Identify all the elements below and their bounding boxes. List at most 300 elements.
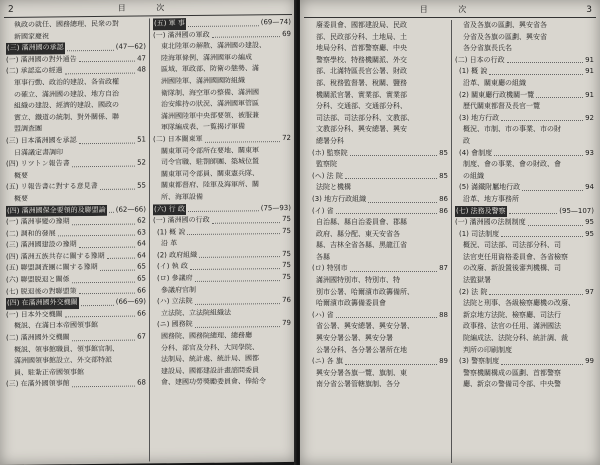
- toc-description-line: [308, 287, 448, 299]
- toc-entry-title: 警察學校、特務機關派、外交: [316, 55, 407, 64]
- toc-entry-title: (七) 脱退後の對聯盟策: [6, 286, 77, 296]
- toc-entry-title: 所、海軍設備: [161, 192, 203, 202]
- toc-description-line: [308, 136, 448, 148]
- toc-page-number: 86: [439, 206, 448, 215]
- toc-page-number: 75: [282, 273, 291, 282]
- toc-entry-title: 治安維持の狀況、滿洲國軍管區: [161, 99, 259, 109]
- toc-leader-dots: [79, 135, 135, 144]
- toc-description-line: [308, 275, 448, 287]
- toc-leader-dots: [72, 378, 135, 387]
- toc-description-line: [308, 240, 448, 252]
- toc-entry-title: 司法部、司法部分科、文教部、: [316, 113, 414, 122]
- toc-leader-dots: [509, 206, 558, 215]
- toc-entry: [455, 217, 594, 229]
- toc-page-number: 47: [137, 54, 146, 63]
- toc-entry-title: 部、北滿特區長官公署、財政: [316, 67, 407, 76]
- toc-entry-title: 概説、在滿日本帝國領事館: [14, 321, 98, 331]
- toc-entry-title: (3) 地方行政: [459, 113, 500, 122]
- toc-leader-dots: [100, 181, 135, 190]
- toc-description-line: [455, 368, 594, 380]
- toc-entry-title: (2) 關東廳行政機關一覽: [459, 90, 535, 99]
- toc-leader-dots: [345, 171, 437, 180]
- toc-entry-title: (ホ) 監察院: [312, 148, 348, 157]
- toc-entry-title: 法制局、統計處、統計局、國都: [161, 354, 259, 364]
- toc-entry-title: 滿洲國領事館設立、外交部特派: [14, 356, 112, 366]
- toc-entry-title: 政府、縣分配、東天安省各: [316, 229, 400, 238]
- toc-page-number: 91: [585, 55, 594, 64]
- toc-entry-title: 區域、軍政部、防衛の態勢、滿: [161, 64, 259, 74]
- toc-entry-title: 警察機關構成の區劃、首都警察: [463, 368, 561, 377]
- toc-entry-title: 國務院、國務院總理、總務廳: [161, 331, 252, 341]
- toc-leader-dots: [72, 332, 135, 341]
- toc-entry-title: (七) 法務及警察: [455, 206, 507, 218]
- toc-leader-dots: [368, 194, 437, 203]
- toc-page-number: 65: [137, 262, 146, 272]
- right-page-header: [308, 4, 592, 16]
- toc-description-line: [308, 252, 448, 264]
- toc-entry-title: (三) 日本滿洲國を承認: [6, 136, 77, 145]
- toc-leader-dots: [188, 17, 259, 26]
- toc-entry-title: (イ) 執 政: [157, 262, 188, 271]
- toc-entry-title: 衛隊制、海空軍の整備、滿洲國: [161, 87, 259, 97]
- toc-entry-title: (五) リ報告書に對する意見書: [6, 182, 98, 192]
- toc-entry-title: 政事務、法官の任用、滿洲國法: [463, 322, 561, 331]
- toc-entry: [455, 182, 594, 194]
- toc-entry-title: 分省及各旗の區劃、興安省: [463, 32, 547, 41]
- toc-entry-title: 法院と刑事、各級檢察廳機の改廢、: [463, 299, 575, 308]
- left-page-body: [6, 17, 292, 463]
- toc-page-number: (69—74): [260, 17, 291, 27]
- toc-entry: [6, 378, 146, 391]
- toc-entry: [308, 263, 448, 275]
- toc-entry-title: (二) 調和的發展: [6, 229, 56, 238]
- toc-column: [455, 20, 594, 463]
- toc-description-line: [308, 298, 448, 310]
- toc-description-line: [455, 78, 594, 90]
- toc-page-number: 62: [137, 216, 146, 225]
- toc-entry-title: 興安分署公署、興安分署: [316, 334, 393, 343]
- toc-entry-title: 沿 革: [161, 239, 178, 248]
- left-page: [0, 0, 296, 465]
- toc-entry-title: 沿革、地方事務所: [463, 194, 519, 203]
- toc-entry-title: 概要: [14, 171, 28, 180]
- toc-page-number: 51: [137, 135, 146, 144]
- toc-description-line: [455, 20, 594, 32]
- toc-entry-title: 自治縣、縣自治委員會、郡縣: [316, 218, 407, 227]
- toc-page-number: 97: [585, 287, 594, 296]
- toc-page-number: 86: [439, 194, 448, 203]
- toc-page-number: 79: [282, 319, 291, 328]
- toc-entry-title: 制度、會の事業、會の財政、會: [463, 160, 561, 169]
- toc-leader-dots: [65, 65, 135, 74]
- toc-entry-title: (ロ) 參議府: [157, 274, 193, 283]
- right-page: [300, 0, 600, 465]
- toc-entry-title: 法院と機構: [316, 183, 351, 192]
- toc-page-number: 64: [137, 239, 146, 248]
- toc-page-number: 76: [282, 296, 291, 305]
- toc-entry-title: 司令官職、駐劄師團、築城位置: [161, 157, 259, 167]
- toc-entry-title: 省及各旗の區劃、興安省各: [463, 21, 547, 29]
- toc-entry-title: 參議府官制: [161, 285, 196, 294]
- toc-entry-title: (3) 地方行政組織: [312, 194, 367, 203]
- toc-description-line: [308, 101, 448, 113]
- toc-entry-title: (ロ) 特別市: [312, 264, 348, 273]
- toc-leader-dots: [195, 272, 280, 281]
- toc-entry-title: 縣、吉林全省各縣、黑龍江省: [316, 241, 407, 250]
- toc-entry-title: 新國家慶祝: [14, 32, 49, 41]
- left-page-number: 2: [8, 4, 14, 15]
- toc-entry-title: 監察院: [316, 160, 337, 169]
- toc-entry-title: 哈爾濱市政籌備委員會: [316, 299, 386, 308]
- toc-entry-title: (一) 日本外交機關: [6, 310, 63, 319]
- toc-entry-title: (3) 警察制度: [459, 357, 500, 366]
- toc-leader-dots: [212, 214, 280, 223]
- toc-leader-dots: [501, 229, 583, 238]
- toc-entry-title: 實立、鐵道の統制、對外關係、聯: [14, 112, 119, 122]
- toc-page-number: 85: [439, 171, 448, 180]
- toc-entry-title: 分科、部官及分科、大同學院、: [161, 342, 259, 352]
- toc-leader-dots: [212, 29, 280, 38]
- toc-description-line: [455, 379, 594, 391]
- toc-entry-title: (二) 日本關東軍: [153, 134, 203, 144]
- toc-entry-title: (二) 日本の行政: [455, 55, 505, 64]
- left-page-title: 目 次: [117, 3, 179, 13]
- toc-entry-title: 南分省公署管轄旗制、各分: [316, 380, 400, 389]
- toc-leader-dots: [72, 216, 135, 225]
- toc-leader-dots: [195, 295, 280, 304]
- toc-description-line: [308, 78, 448, 90]
- toc-entry-title: (四) 滿洲五族共存に關する豫期: [6, 251, 105, 261]
- toc-entry-title: (2) 法 院: [459, 287, 488, 296]
- toc-entry-title: (イ) 省: [312, 206, 334, 215]
- toc-page-number: 85: [439, 148, 448, 157]
- toc-entry-title: 別市公署、哈爾濱市政籌備所、: [316, 287, 414, 296]
- toc-entry-title: (五) 軍 事: [153, 18, 186, 30]
- toc-page-number: 91: [585, 67, 594, 76]
- toc-entry-title: (5) 滿鐵附屬地行政: [459, 183, 521, 192]
- toc-entry-title: 軍事行動、政治的建設、各省政權: [14, 77, 119, 87]
- toc-description-line: [455, 333, 594, 345]
- header-rule: [304, 17, 596, 18]
- toc-entry-title: 洲國陸軍、滿洲國國防組織: [161, 76, 245, 86]
- toc-page-number: 65: [137, 274, 146, 283]
- toc-description-line: [455, 32, 594, 44]
- toc-entry: [455, 113, 594, 125]
- toc-entry: [455, 66, 594, 78]
- toc-entry-title: (四) リツトン報告書: [6, 159, 70, 169]
- column-rule: [451, 20, 452, 463]
- toc-entry-title: 地局分科、首都警察廳、中央: [316, 44, 407, 53]
- toc-leader-dots: [187, 226, 280, 236]
- toc-entry-title: 關東都督府、陸軍及海軍所、關: [161, 180, 259, 190]
- toc-entry-title: 概要: [14, 194, 28, 203]
- toc-description-line: [455, 171, 594, 183]
- toc-entry: [455, 90, 594, 102]
- toc-leader-dots: [72, 274, 135, 283]
- toc-entry-title: (五) 聯盟調査團に關する豫期: [6, 263, 98, 273]
- toc-page-number: 66: [137, 309, 146, 318]
- toc-page-number: 52: [137, 158, 146, 167]
- toc-entry-title: 省公署、興安總署、興安分署、: [316, 322, 414, 331]
- right-page-title: 目 次: [419, 5, 481, 14]
- toc-entry-title: 廢委員會、國都建設局、民政: [316, 21, 407, 29]
- toc-page-number: 93: [585, 148, 594, 157]
- column-rule: [149, 18, 150, 461]
- toc-entry-title: 概況、市制、市の事業、市の財: [463, 125, 561, 134]
- toc-description-line: [308, 55, 448, 67]
- toc-entry: [455, 229, 594, 241]
- toc-entry: [455, 148, 594, 160]
- toc-entry: [308, 206, 448, 218]
- toc-entry-title: 軍隊編成表、一覧揭げ軍備: [161, 122, 245, 132]
- toc-description-line: [455, 298, 594, 310]
- toc-page-number: 68: [137, 378, 146, 387]
- toc-leader-dots: [350, 263, 437, 272]
- toc-entry-title: (1) 概 說: [157, 227, 186, 237]
- toc-leader-dots: [190, 261, 280, 271]
- toc-entry-title: の確立、滿洲國の建設、地方自治: [14, 89, 119, 99]
- toc-entry-title: (一) 滿洲國の軍政: [153, 30, 210, 39]
- toc-leader-dots: [205, 133, 280, 142]
- toc-entry-title: 組織の建設、經濟的建設、國政の: [14, 100, 119, 111]
- toc-leader-dots: [501, 356, 583, 365]
- toc-page-number: 95: [585, 229, 594, 238]
- toc-entry-title: の組織: [463, 171, 484, 180]
- toc-description-line: [308, 379, 448, 391]
- toc-entry-title: 會、建國功勞獎勵委員會、俸給令: [161, 377, 266, 387]
- toc-entry-title: 興安分署各旗一覽、旗制、東: [316, 368, 407, 377]
- toc-page-number: 89: [439, 357, 448, 366]
- toc-leader-dots: [79, 285, 135, 294]
- toc-leader-dots: [67, 42, 114, 51]
- toc-entry-title: (三) 滿洲國の承認: [6, 43, 65, 55]
- toc-description-line: [455, 240, 594, 252]
- toc-entry-title: (一) 滿洲國の對外通告: [6, 54, 77, 64]
- toc-description-line: [308, 217, 448, 229]
- toc-entry: [455, 287, 594, 299]
- toc-entry-title: (ニ) 國務院: [157, 320, 193, 329]
- toc-entry-title: 法官吏任用資格委員會、各省檢察: [463, 252, 568, 261]
- toc-description-line: [308, 182, 448, 194]
- toc-entry-title: (1) 司法制度: [459, 229, 500, 238]
- toc-entry: [308, 194, 448, 206]
- toc-leader-dots: [345, 356, 437, 365]
- toc-page-number: 75: [282, 261, 291, 270]
- toc-leader-dots: [79, 239, 135, 248]
- toc-entry-title: 概況、司法部、司法部分科、司: [463, 241, 561, 250]
- toc-description-line: [308, 333, 448, 345]
- toc-entry-title: (三) 在滿外國領事館: [6, 379, 70, 389]
- toc-description-line: [455, 43, 594, 55]
- toc-entry-title: 部、民政部分科、土地局、土: [316, 32, 407, 41]
- toc-leader-dots: [536, 90, 583, 99]
- toc-page-number: 92: [585, 113, 594, 122]
- toc-description-line: [308, 345, 448, 357]
- toc-description-line: [455, 263, 594, 275]
- toc-page-number: 91: [585, 90, 594, 99]
- toc-description-line: [308, 32, 448, 44]
- toc-description-line: [153, 376, 291, 389]
- toc-leader-dots: [58, 227, 135, 236]
- toc-entry-title: 滿洲國陸軍中央部要領、被服兼: [161, 111, 259, 121]
- toc-entry: [308, 171, 448, 183]
- toc-entry-title: 東北陸軍の解散、滿洲國の建設、: [161, 41, 266, 51]
- toc-leader-dots: [188, 203, 259, 212]
- toc-page-number: 66: [137, 286, 146, 295]
- toc-description-line: [455, 136, 594, 148]
- toc-page-number: 95: [585, 218, 594, 227]
- toc-description-line: [308, 113, 448, 125]
- toc-section-heading: [455, 206, 594, 218]
- toc-entry-title: (一) 滿洲事變の豫期: [6, 217, 70, 227]
- toc-entry-title: 總署分科: [316, 136, 344, 145]
- toc-entry-title: (ヘ) 法 院: [312, 171, 343, 180]
- toc-entry-title: (4) 會制度: [459, 148, 493, 157]
- toc-entry-title: 法監獄署: [463, 276, 491, 285]
- toc-description-line: [308, 90, 448, 102]
- toc-page-number: (66—69): [115, 297, 146, 307]
- toc-entry-title: (1) 概 說: [459, 67, 488, 76]
- toc-description-line: [455, 321, 594, 333]
- toc-entry: [308, 148, 448, 160]
- toc-entry-title: 日滿議定書調印: [14, 147, 63, 157]
- toc-entry-title: 執政の就任、國務總理、民衆の對: [14, 19, 119, 29]
- toc-entry-title: (三) 滿洲國建設の豫期: [6, 240, 77, 250]
- toc-leader-dots: [81, 297, 114, 306]
- toc-leader-dots: [195, 319, 280, 328]
- right-page-number: 3: [586, 5, 592, 15]
- toc-description-line: [308, 124, 448, 136]
- toc-entry-title: 機關派官署、實業部、實業部: [316, 90, 407, 99]
- toc-entry-title: 各縣: [316, 252, 330, 261]
- toc-page-number: 69: [282, 29, 291, 38]
- toc-entry-title: (ハ) 立法院: [157, 297, 193, 306]
- toc-entry-title: (2) 政府組織: [157, 250, 198, 260]
- toc-entry-title: (六) 聯盟脱退と關係: [6, 275, 70, 284]
- toc-entry-title: 滿洲國特別市、特別市、特: [316, 276, 400, 285]
- toc-page-number: (75—93): [260, 203, 291, 212]
- toc-leader-dots: [336, 206, 437, 215]
- toc-page-number: 63: [137, 228, 146, 237]
- toc-leader-dots: [79, 53, 135, 62]
- toc-page-number: 64: [137, 251, 146, 260]
- toc-page-number: 88: [439, 310, 448, 319]
- toc-entry-title: (ニ) 各 旗: [312, 357, 343, 366]
- toc-description-line: [455, 345, 594, 357]
- toc-entry-title: (二) 滿洲國外交機關: [6, 333, 70, 342]
- toc-entry-title: 院編成法、法院分科、統計調、裁: [463, 334, 568, 343]
- toc-leader-dots: [489, 287, 583, 296]
- toc-description-line: [308, 66, 448, 78]
- toc-leader-dots: [489, 66, 583, 75]
- toc-page-number: (95—107): [559, 206, 594, 215]
- toc-entry-title: 員、駐紮正帝國領事館: [14, 367, 84, 377]
- toc-entry-title: 分科、交通部、交通部分科、: [316, 102, 407, 111]
- toc-page-number: 99: [585, 357, 594, 366]
- toc-entry: [455, 356, 594, 368]
- toc-page-number: 75: [282, 215, 291, 224]
- toc-leader-dots: [107, 250, 135, 259]
- toc-entry-title: 建設局、國都建設計畫諮問委員: [161, 366, 259, 376]
- toc-entry-title: (二) 承認迄の經過: [6, 66, 63, 76]
- toc-page-number: (62—66): [115, 204, 146, 214]
- toc-entry: [308, 310, 448, 322]
- toc-leader-dots: [100, 262, 135, 271]
- toc-entry-title: 判所の印刷制度: [463, 345, 512, 354]
- toc-leader-dots: [350, 148, 437, 157]
- right-page-body: [308, 20, 594, 463]
- toc-page-number: 75: [282, 249, 291, 258]
- toc-description-line: [308, 321, 448, 333]
- toc-description-line: [308, 159, 448, 171]
- toc-description-line: [455, 159, 594, 171]
- toc-entry-title: 關東軍司令部所在要地、關東軍: [161, 145, 259, 155]
- toc-description-line: [455, 310, 594, 322]
- toc-page-number: 75: [282, 226, 291, 235]
- toc-leader-dots: [522, 182, 583, 191]
- toc-entry-title: (四) 在滿洲國外交機關: [6, 297, 79, 309]
- toc-entry-title: 新京地方法院、檢察廳、司法行: [463, 310, 561, 319]
- toc-entry-title: 部、稅務監督署、稅關、鹽務: [316, 78, 407, 87]
- toc-leader-dots: [72, 158, 135, 167]
- toc-entry-title: (一) 滿洲國の行政: [153, 215, 210, 225]
- toc-page-number: 67: [137, 332, 146, 341]
- toc-entry-title: (四) 滿洲國保全要領的及聯盟論: [6, 204, 107, 217]
- toc-page-number: 72: [282, 133, 291, 142]
- toc-entry-title: (六) 行 政: [153, 204, 186, 216]
- toc-page-number: 87: [439, 264, 448, 273]
- toc-leader-dots: [109, 204, 114, 213]
- toc-entry-title: 沿革、關東廳の組織: [463, 78, 526, 87]
- toc-description-line: [455, 194, 594, 206]
- toc-description-line: [308, 368, 448, 380]
- toc-entry-title: 政: [463, 136, 470, 145]
- toc-leader-dots: [494, 148, 583, 157]
- toc-page-number: 48: [137, 65, 146, 74]
- toc-column: [308, 20, 448, 463]
- toc-entry: [308, 356, 448, 368]
- toc-entry: [455, 55, 594, 67]
- toc-description-line: [455, 101, 594, 113]
- toc-page-number: 55: [137, 181, 146, 190]
- toc-leader-dots: [501, 113, 583, 122]
- toc-entry-title: 關東軍司令部員、關東憲兵隊、: [161, 169, 259, 179]
- toc-leader-dots: [528, 217, 583, 226]
- toc-entry-title: 歷代關東都督及長官一覽: [463, 102, 540, 111]
- toc-description-line: [308, 20, 448, 32]
- toc-entry-title: 陸海軍條例、滿洲國軍の編成: [161, 53, 252, 63]
- toc-entry-title: (ハ) 省: [312, 310, 334, 319]
- toc-leader-dots: [199, 249, 280, 258]
- toc-entry-title: 各分省旗長氏名: [463, 44, 512, 53]
- toc-entry-title: 概説、領事館職員、領事館官制、: [14, 344, 119, 354]
- toc-entry-title: 立法院、立法院組織法: [161, 308, 231, 318]
- toc-description-line: [308, 229, 448, 241]
- toc-entry-title: 廳、新京の警備司令部、中央警: [463, 380, 561, 389]
- toc-description-line: [308, 43, 448, 55]
- toc-page-number: (47—62): [115, 42, 146, 51]
- toc-leader-dots: [336, 310, 437, 319]
- toc-column: [6, 18, 146, 462]
- toc-description-line: [455, 124, 594, 136]
- toc-leader-dots: [65, 308, 135, 317]
- toc-description-line: [455, 252, 594, 264]
- toc-page-number: 94: [585, 183, 594, 192]
- toc-leader-dots: [507, 55, 583, 64]
- toc-entry-title: の改廢、新設置後審判機構、司: [463, 264, 561, 273]
- toc-description-line: [455, 275, 594, 287]
- toc-entry-title: 文教部分科、興安總署、興安: [316, 125, 407, 134]
